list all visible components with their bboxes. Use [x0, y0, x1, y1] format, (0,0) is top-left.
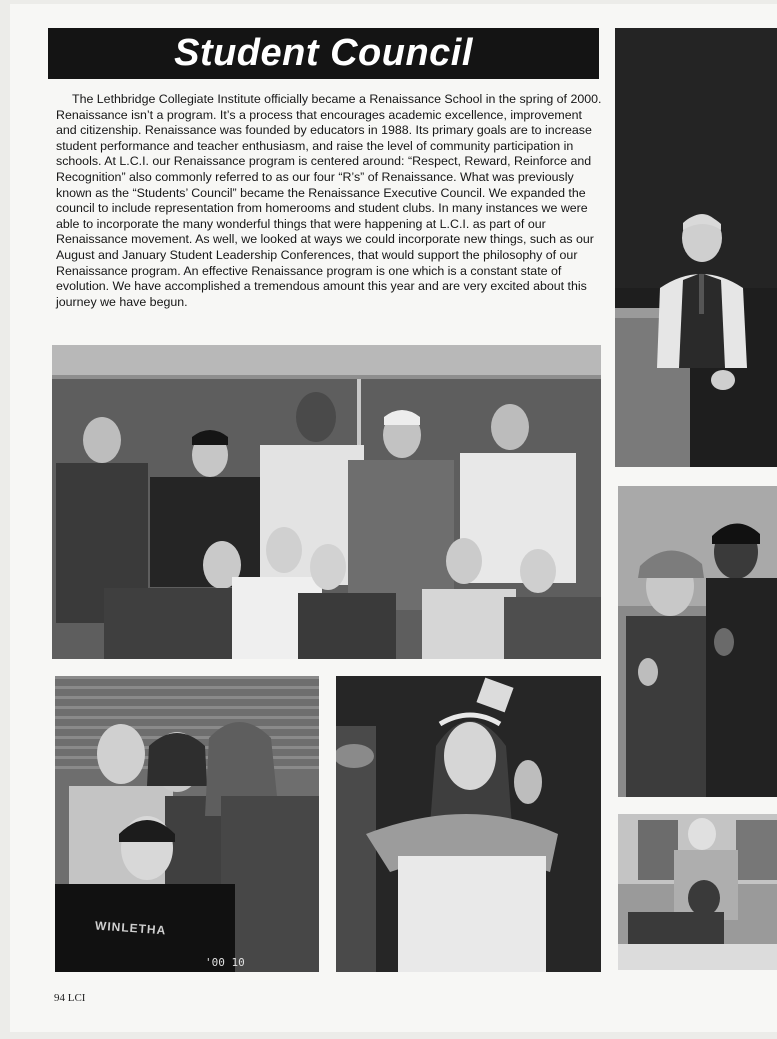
photo-three-students	[55, 676, 319, 972]
page-folio: 94 LCI	[54, 992, 86, 1004]
photo-student-at-table	[618, 814, 777, 970]
photo-speaker-at-podium	[615, 28, 777, 467]
body-paragraph: The Lethbridge Collegiate Institute officially became a Renaissance School in the spring of 2000. Renaissance isn’t a program. It’s a process that encourages academic excellence, improvement and citizenship. Renaissance was founded by educators in 1988. Its primary goals are to increase student performance and teacher enthusiasm, and raise the level of community participation in schools. At L.C.I. our Renaissance program is centered around: “Respect, Reward, Reinforce and Recognition” also commonly referred to as our four “R’s” of Renaissance. What was previously known as the “Students’ Council” became the Renaissance Executive Council. We expanded the council to include representation from homerooms and student clubs. In many instances we were able to incorporate the many wonderful things that were happening at L.C.I. as part of our Renaissance movement. As well, we looked at ways we could incorporate new things, such as our August and January Student Leadership Conferences, that would support the philosophy of our Renaissance program. An effective Renaissance program is one which is a constant state of evolution. We have accomplished a tremendous amount this year and are very excited about this journey we have begun.	[56, 92, 602, 309]
photo-date-stamp: '00 10	[205, 956, 245, 969]
sweatshirt-lettering: WINLETHA	[94, 918, 167, 938]
photo-two-students-gesturing	[618, 486, 777, 797]
photo-costumed-student	[336, 676, 601, 972]
page-title: Student Council	[48, 28, 599, 79]
photo-council-group	[52, 345, 601, 659]
